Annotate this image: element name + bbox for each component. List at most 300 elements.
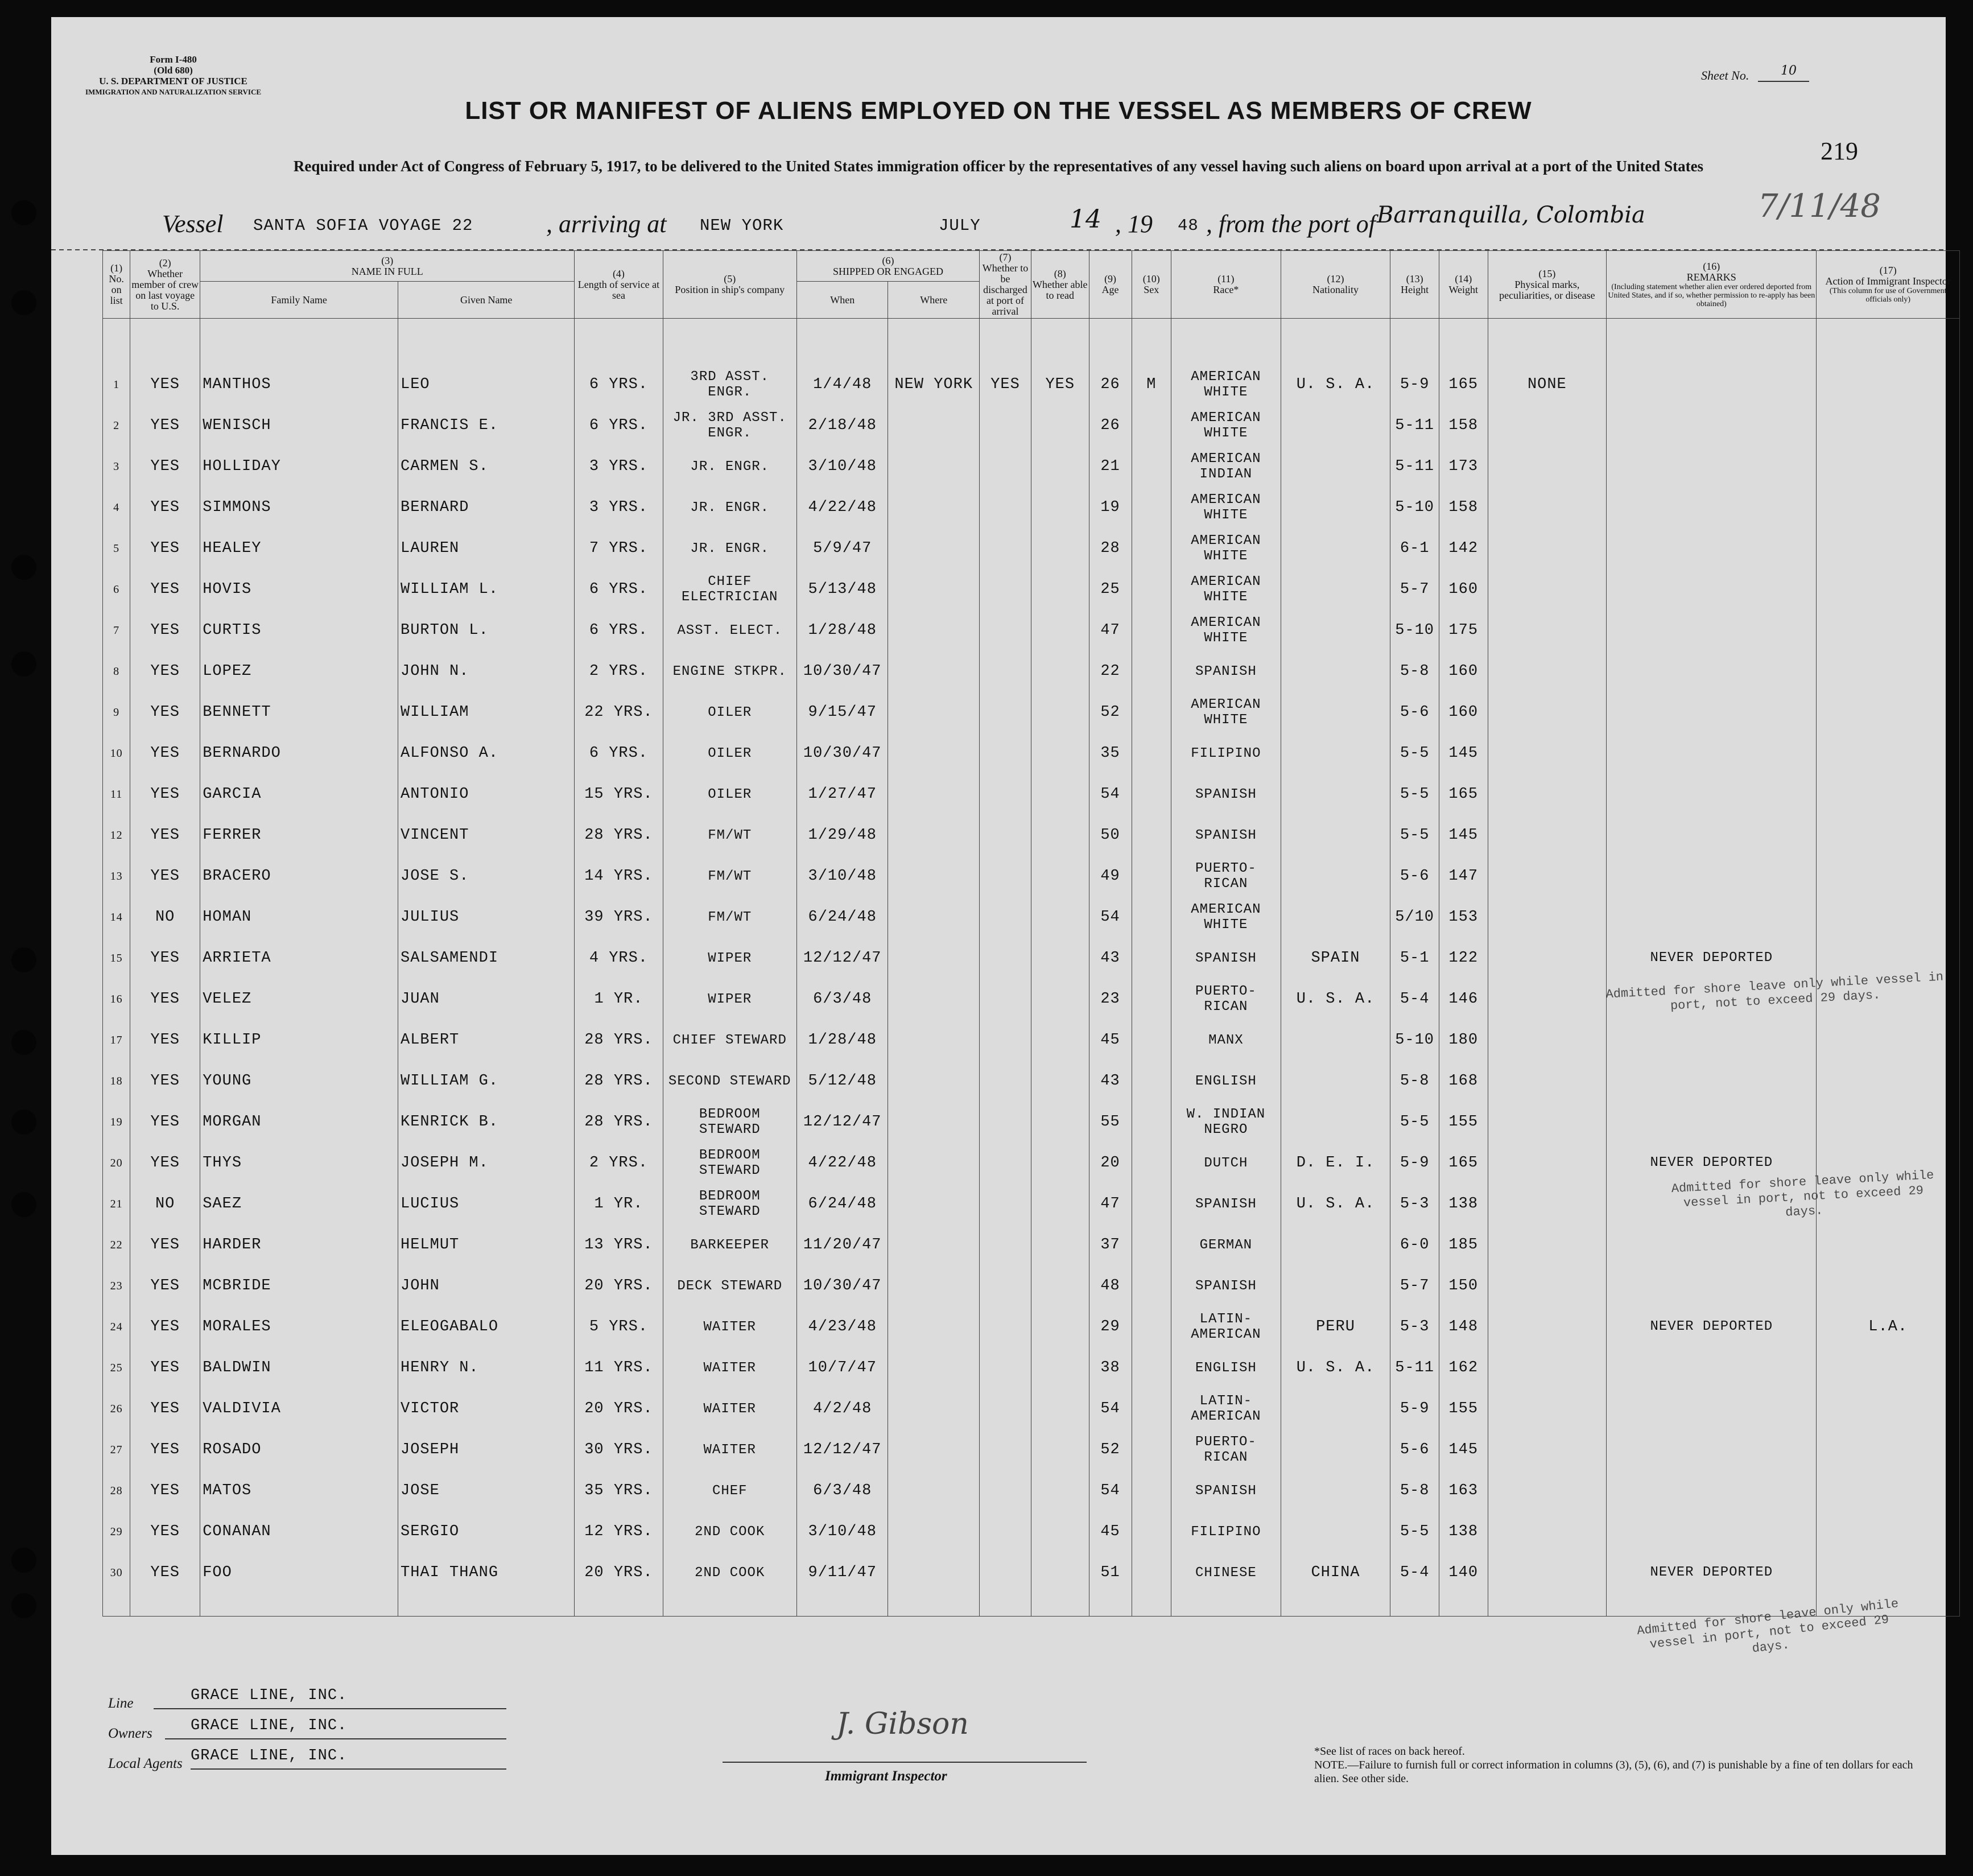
department-name: U. S. DEPARTMENT OF JUSTICE	[99, 76, 247, 86]
inspector-action: L.A.	[1817, 1306, 1960, 1347]
row-number: 12	[103, 815, 130, 856]
shipped-where	[888, 610, 980, 651]
from-port-label: , from the port of	[1206, 210, 1376, 238]
nationality	[1281, 815, 1390, 856]
punch-hole	[11, 1030, 36, 1055]
height: 5-10	[1390, 487, 1439, 528]
row-number: 5	[103, 528, 130, 569]
discharged-at-port	[980, 1306, 1031, 1347]
remarks	[1607, 733, 1817, 774]
crew-last-voyage: NO	[130, 1184, 200, 1224]
remarks	[1607, 1470, 1817, 1511]
given-name: SERGIO	[398, 1511, 575, 1552]
arriving-port: NEW YORK	[700, 216, 784, 235]
race: SPANISH	[1171, 815, 1281, 856]
height: 5-11	[1390, 446, 1439, 487]
weight: 145	[1439, 815, 1488, 856]
discharged-at-port	[980, 1429, 1031, 1470]
row-number: 27	[103, 1429, 130, 1470]
weight: 160	[1439, 692, 1488, 733]
family-name: ROSADO	[200, 1429, 398, 1470]
length-of-service: 13 YRS.	[575, 1224, 663, 1265]
race: SPANISH	[1171, 938, 1281, 979]
discharged-at-port	[980, 1224, 1031, 1265]
discharged-at-port	[980, 1347, 1031, 1388]
sex	[1132, 856, 1171, 897]
age: 49	[1089, 856, 1132, 897]
nationality	[1281, 528, 1390, 569]
sex	[1132, 1020, 1171, 1061]
physical-marks	[1488, 1143, 1607, 1184]
form-number: Form I-480	[150, 54, 197, 65]
remarks	[1607, 1429, 1817, 1470]
sex	[1132, 528, 1171, 569]
length-of-service: 6 YRS.	[575, 405, 663, 446]
crew-manifest-table	[102, 250, 1960, 1617]
shipped-when: 6/3/48	[796, 1470, 888, 1511]
race: AMERICAN WHITE	[1171, 364, 1281, 405]
physical-marks	[1488, 487, 1607, 528]
position: 2ND COOK	[663, 1552, 796, 1593]
weight: 175	[1439, 610, 1488, 651]
inspector-action	[1817, 364, 1960, 405]
discharged-at-port	[980, 897, 1031, 938]
length-of-service: 28 YRS.	[575, 1061, 663, 1102]
crew-last-voyage: YES	[130, 1511, 200, 1552]
nationality	[1281, 651, 1390, 692]
given-name: JOHN N.	[398, 651, 575, 692]
length-of-service: 11 YRS.	[575, 1347, 663, 1388]
given-name: LUCIUS	[398, 1184, 575, 1224]
height: 5-5	[1390, 1102, 1439, 1143]
col-header-family-name: Family Name	[200, 282, 398, 319]
inspector-action	[1817, 1061, 1960, 1102]
row-number: 7	[103, 610, 130, 651]
discharged-at-port	[980, 446, 1031, 487]
length-of-service: 6 YRS.	[575, 569, 663, 610]
shore-leave-stamp: Admitted for shore leave only while vessel in port, not to exceed 29 days.	[1636, 1597, 1900, 1656]
position: OILER	[663, 733, 796, 774]
discharged-at-port: YES	[980, 364, 1031, 405]
col-header-when: When	[796, 282, 888, 319]
discharged-at-port	[980, 1143, 1031, 1184]
position: OILER	[663, 774, 796, 815]
vessel-label: Vessel	[162, 210, 224, 238]
shipped-where	[888, 1102, 980, 1143]
able-to-read	[1031, 405, 1089, 446]
sex	[1132, 1184, 1171, 1224]
crew-rows	[103, 319, 1960, 1617]
length-of-service: 2 YRS.	[575, 1143, 663, 1184]
given-name: JULIUS	[398, 897, 575, 938]
nationality: U. S. A.	[1281, 979, 1390, 1020]
shipped-when: 9/11/47	[796, 1552, 888, 1593]
nationality	[1281, 1388, 1390, 1429]
arrival-month: JULY	[939, 216, 981, 235]
agents-value: GRACE LINE, INC.	[191, 1747, 348, 1764]
given-name: JOSE	[398, 1470, 575, 1511]
weight: 146	[1439, 979, 1488, 1020]
nationality: U. S. A.	[1281, 1184, 1390, 1224]
sheet-no-label: Sheet No.	[1701, 68, 1749, 83]
sheet-no-underline	[1758, 81, 1809, 82]
handwritten-date: 7/11/48	[1758, 188, 1881, 225]
remarks	[1607, 610, 1817, 651]
line-value: GRACE LINE, INC.	[191, 1687, 348, 1704]
crew-last-voyage: YES	[130, 1347, 200, 1388]
able-to-read	[1031, 1061, 1089, 1102]
remarks	[1607, 569, 1817, 610]
family-name: KILLIP	[200, 1020, 398, 1061]
shipped-where	[888, 446, 980, 487]
family-name: MORGAN	[200, 1102, 398, 1143]
age: 28	[1089, 528, 1132, 569]
nationality	[1281, 1429, 1390, 1470]
given-name: FRANCIS E.	[398, 405, 575, 446]
family-name: CURTIS	[200, 610, 398, 651]
height: 5-6	[1390, 692, 1439, 733]
spacer-row	[103, 319, 1960, 365]
weight: 140	[1439, 1552, 1488, 1593]
sex	[1132, 1143, 1171, 1184]
shipped-when: 1/27/47	[796, 774, 888, 815]
position: CHEF	[663, 1470, 796, 1511]
sex	[1132, 569, 1171, 610]
able-to-read	[1031, 569, 1089, 610]
shipped-when: 12/12/47	[796, 938, 888, 979]
family-name: ARRIETA	[200, 938, 398, 979]
able-to-read	[1031, 1265, 1089, 1306]
given-name: LEO	[398, 364, 575, 405]
shipped-when: 4/22/48	[796, 1143, 888, 1184]
position: JR. ENGR.	[663, 528, 796, 569]
weight: 155	[1439, 1388, 1488, 1429]
given-name: ALFONSO A.	[398, 733, 575, 774]
row-number: 23	[103, 1265, 130, 1306]
table-row	[103, 446, 1960, 487]
able-to-read	[1031, 774, 1089, 815]
remarks	[1607, 692, 1817, 733]
table-row	[103, 1306, 1960, 1347]
shipped-where	[888, 528, 980, 569]
age: 55	[1089, 1102, 1132, 1143]
inspector-action	[1817, 1552, 1960, 1593]
shipped-where	[888, 815, 980, 856]
row-number: 18	[103, 1061, 130, 1102]
shipped-when: 4/23/48	[796, 1306, 888, 1347]
family-name: GARCIA	[200, 774, 398, 815]
sex	[1132, 774, 1171, 815]
weight: 165	[1439, 364, 1488, 405]
position: CHIEF STEWARD	[663, 1020, 796, 1061]
table-row	[103, 938, 1960, 979]
shipped-where	[888, 651, 980, 692]
physical-marks	[1488, 1552, 1607, 1593]
given-name: ANTONIO	[398, 774, 575, 815]
shipped-where	[888, 1347, 980, 1388]
inspector-action	[1817, 692, 1960, 733]
page-number: 219	[1821, 137, 1858, 165]
nationality	[1281, 1102, 1390, 1143]
shipped-where	[888, 487, 980, 528]
table-row	[103, 1429, 1960, 1470]
height: 5-6	[1390, 856, 1439, 897]
family-name: LOPEZ	[200, 651, 398, 692]
physical-marks	[1488, 1511, 1607, 1552]
inspector-action	[1817, 487, 1960, 528]
nationality	[1281, 1061, 1390, 1102]
spacer-cell	[200, 1593, 398, 1617]
family-name: WENISCH	[200, 405, 398, 446]
discharged-at-port	[980, 1511, 1031, 1552]
sex	[1132, 446, 1171, 487]
physical-marks	[1488, 938, 1607, 979]
inspector-action	[1817, 1470, 1960, 1511]
given-name: JUAN	[398, 979, 575, 1020]
weight: 145	[1439, 733, 1488, 774]
age: 47	[1089, 1184, 1132, 1224]
family-name: HOLLIDAY	[200, 446, 398, 487]
remarks	[1607, 487, 1817, 528]
race: AMERICAN WHITE	[1171, 487, 1281, 528]
race: LATIN-AMERICAN	[1171, 1388, 1281, 1429]
nationality	[1281, 1224, 1390, 1265]
able-to-read	[1031, 1020, 1089, 1061]
length-of-service: 20 YRS.	[575, 1265, 663, 1306]
table-row	[103, 815, 1960, 856]
discharged-at-port	[980, 1061, 1031, 1102]
length-of-service: 5 YRS.	[575, 1306, 663, 1347]
remarks	[1607, 1388, 1817, 1429]
discharged-at-port	[980, 1265, 1031, 1306]
weight: 165	[1439, 774, 1488, 815]
shipped-when: 10/30/47	[796, 733, 888, 774]
shipped-when: 5/9/47	[796, 528, 888, 569]
table-row	[103, 897, 1960, 938]
shipped-where	[888, 897, 980, 938]
height: 5-4	[1390, 979, 1439, 1020]
table-row	[103, 1470, 1960, 1511]
arrival-day: 14	[1070, 205, 1101, 234]
position: WIPER	[663, 938, 796, 979]
age: 45	[1089, 1020, 1132, 1061]
family-name: BRACERO	[200, 856, 398, 897]
family-name: VELEZ	[200, 979, 398, 1020]
race: W. INDIAN NEGRO	[1171, 1102, 1281, 1143]
spacer-cell	[888, 1593, 980, 1617]
shipped-when: 6/3/48	[796, 979, 888, 1020]
punch-hole	[11, 1110, 36, 1135]
inspector-action	[1817, 1102, 1960, 1143]
races-note: *See list of races on back hereof.	[1314, 1745, 1465, 1758]
weight: 158	[1439, 405, 1488, 446]
age: 22	[1089, 651, 1132, 692]
family-name: CONANAN	[200, 1511, 398, 1552]
nationality	[1281, 1265, 1390, 1306]
given-name: WILLIAM G.	[398, 1061, 575, 1102]
sex	[1132, 1061, 1171, 1102]
age: 52	[1089, 1429, 1132, 1470]
table-row	[103, 1102, 1960, 1143]
position: FM/WT	[663, 815, 796, 856]
spacer-cell	[1488, 1593, 1607, 1617]
length-of-service: 30 YRS.	[575, 1429, 663, 1470]
family-name: HOVIS	[200, 569, 398, 610]
col-header-service: (4) Length of service at sea	[575, 251, 663, 319]
physical-marks	[1488, 1306, 1607, 1347]
col-header-action: (17) Action of Immigrant Inspector (This column for use of Government officials only)	[1817, 251, 1960, 319]
nationality	[1281, 774, 1390, 815]
remarks: NEVER DEPORTED	[1607, 1143, 1817, 1184]
race: SPANISH	[1171, 1184, 1281, 1224]
physical-marks	[1488, 610, 1607, 651]
physical-marks	[1488, 1102, 1607, 1143]
arriving-label: , arriving at	[546, 210, 667, 238]
position: BEDROOM STEWARD	[663, 1143, 796, 1184]
height: 5-4	[1390, 1552, 1439, 1593]
crew-last-voyage: YES	[130, 487, 200, 528]
given-name: ALBERT	[398, 1020, 575, 1061]
nationality	[1281, 733, 1390, 774]
crew-last-voyage: YES	[130, 610, 200, 651]
row-number: 3	[103, 446, 130, 487]
shipped-where	[888, 569, 980, 610]
table-row	[103, 487, 1960, 528]
able-to-read	[1031, 815, 1089, 856]
able-to-read	[1031, 856, 1089, 897]
given-name: VINCENT	[398, 815, 575, 856]
sex	[1132, 610, 1171, 651]
col-header-no: (1) No. on list	[103, 251, 130, 319]
punch-hole	[11, 1192, 36, 1217]
row-number: 2	[103, 405, 130, 446]
discharged-at-port	[980, 651, 1031, 692]
shipped-where	[888, 1429, 980, 1470]
nationality	[1281, 1020, 1390, 1061]
length-of-service: 28 YRS.	[575, 1020, 663, 1061]
inspector-action	[1817, 856, 1960, 897]
crew-last-voyage: YES	[130, 1224, 200, 1265]
able-to-read	[1031, 446, 1089, 487]
crew-last-voyage: YES	[130, 856, 200, 897]
row-number: 1	[103, 364, 130, 405]
length-of-service: 20 YRS.	[575, 1552, 663, 1593]
row-number: 19	[103, 1102, 130, 1143]
position: ASST. ELECT.	[663, 610, 796, 651]
age: 43	[1089, 938, 1132, 979]
weight: 180	[1439, 1020, 1488, 1061]
length-of-service: 22 YRS.	[575, 692, 663, 733]
position: WIPER	[663, 979, 796, 1020]
punch-hole	[11, 200, 36, 225]
position: WAITER	[663, 1306, 796, 1347]
shipped-when: 1/29/48	[796, 815, 888, 856]
age: 54	[1089, 1470, 1132, 1511]
shipped-where	[888, 405, 980, 446]
sex: M	[1132, 364, 1171, 405]
physical-marks: NONE	[1488, 364, 1607, 405]
discharged-at-port	[980, 692, 1031, 733]
row-number: 11	[103, 774, 130, 815]
age: 23	[1089, 979, 1132, 1020]
sex	[1132, 1429, 1171, 1470]
family-name: MATOS	[200, 1470, 398, 1511]
able-to-read	[1031, 1470, 1089, 1511]
sex	[1132, 487, 1171, 528]
position: SECOND STEWARD	[663, 1061, 796, 1102]
remarks	[1607, 446, 1817, 487]
race: ENGLISH	[1171, 1061, 1281, 1102]
height: 5-10	[1390, 610, 1439, 651]
age: 48	[1089, 1265, 1132, 1306]
able-to-read	[1031, 1102, 1089, 1143]
height: 5-8	[1390, 651, 1439, 692]
height: 5-3	[1390, 1306, 1439, 1347]
spacer-cell	[1031, 1593, 1089, 1617]
col-header-given-name: Given Name	[398, 282, 575, 319]
able-to-read	[1031, 1347, 1089, 1388]
col-header-height: (13) Height	[1390, 251, 1439, 319]
physical-marks	[1488, 1388, 1607, 1429]
height: 5-8	[1390, 1061, 1439, 1102]
table-row	[103, 364, 1960, 405]
agents-label: Local Agents	[108, 1756, 183, 1771]
inspector-action	[1817, 1388, 1960, 1429]
shipped-when: 1/4/48	[796, 364, 888, 405]
discharged-at-port	[980, 1388, 1031, 1429]
family-name: MORALES	[200, 1306, 398, 1347]
given-name: WILLIAM	[398, 692, 575, 733]
spacer-cell	[1132, 1593, 1171, 1617]
able-to-read	[1031, 1184, 1089, 1224]
col-header-position: (5) Position in ship's company	[663, 251, 796, 319]
remarks	[1607, 1020, 1817, 1061]
crew-last-voyage: YES	[130, 1061, 200, 1102]
punch-hole	[11, 290, 36, 315]
inspector-action	[1817, 610, 1960, 651]
remarks	[1607, 405, 1817, 446]
crew-last-voyage: YES	[130, 979, 200, 1020]
row-number: 24	[103, 1306, 130, 1347]
family-name: VALDIVIA	[200, 1388, 398, 1429]
given-name: WILLIAM L.	[398, 569, 575, 610]
discharged-at-port	[980, 1470, 1031, 1511]
shipped-when: 1/28/48	[796, 1020, 888, 1061]
family-name: HARDER	[200, 1224, 398, 1265]
owners-value: GRACE LINE, INC.	[191, 1717, 348, 1734]
spacer-cell	[1171, 1593, 1281, 1617]
page-title: LIST OR MANIFEST OF ALIENS EMPLOYED ON THE VESSEL AS MEMBERS OF CREW	[465, 97, 1532, 125]
family-name: THYS	[200, 1143, 398, 1184]
race: LATIN-AMERICAN	[1171, 1306, 1281, 1347]
given-name: JOSE S.	[398, 856, 575, 897]
table-row	[103, 1552, 1960, 1593]
physical-marks	[1488, 1020, 1607, 1061]
race: FILIPINO	[1171, 733, 1281, 774]
length-of-service: 3 YRS.	[575, 446, 663, 487]
age: 29	[1089, 1306, 1132, 1347]
able-to-read	[1031, 1511, 1089, 1552]
age: 47	[1089, 610, 1132, 651]
col-header-nationality: (12) Nationality	[1281, 251, 1390, 319]
race: GERMAN	[1171, 1224, 1281, 1265]
row-number: 6	[103, 569, 130, 610]
weight: 160	[1439, 569, 1488, 610]
sex	[1132, 651, 1171, 692]
inspector-action	[1817, 405, 1960, 446]
spacer-cell	[1390, 1593, 1439, 1617]
physical-marks	[1488, 733, 1607, 774]
